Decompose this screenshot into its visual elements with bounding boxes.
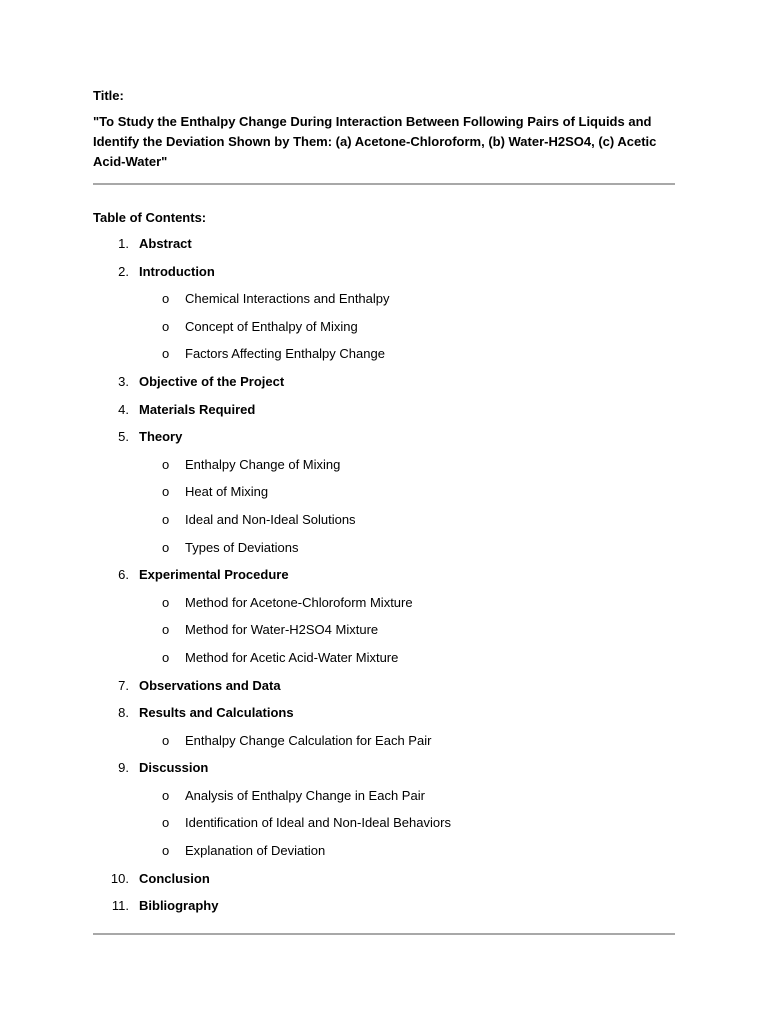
toc-item <box>93 705 675 733</box>
toc-subitem <box>93 622 675 650</box>
toc-item-label: Introduction <box>139 263 215 279</box>
toc-subitem-label: Analysis of Enthalpy Change in Each Pair <box>185 787 425 803</box>
toc-item <box>93 236 675 264</box>
toc-subitem <box>93 843 675 871</box>
toc-item <box>93 678 675 706</box>
toc-subitem <box>93 512 675 540</box>
toc-subitem-label: Method for Water-H2SO4 Mixture <box>185 622 379 638</box>
toc-subitem-label: Explanation of Deviation <box>185 843 326 859</box>
toc-item-number: 6. <box>118 567 129 583</box>
toc-item <box>93 871 675 899</box>
toc-subitem-bullet: o <box>162 511 170 527</box>
toc-subitem-bullet: o <box>162 456 170 472</box>
toc-subitem-bullet: o <box>162 594 170 610</box>
toc-subitem <box>93 733 675 761</box>
toc-subitem <box>93 595 675 623</box>
toc-subitem-bullet: o <box>162 346 170 362</box>
toc-item-number: 2. <box>118 263 129 279</box>
toc-subitem-label: Chemical Interactions and Enthalpy <box>185 291 390 307</box>
toc-subitem-label: Enthalpy Change Calculation for Each Pair <box>185 732 432 748</box>
toc-item-label: Abstract <box>139 236 192 251</box>
toc-subitem-label: Concept of Enthalpy of Mixing <box>185 318 358 334</box>
toc-item-label: Experimental Procedure <box>139 567 289 583</box>
toc-item-label: Objective of the Project <box>139 373 285 389</box>
table-of-contents <box>93 236 675 926</box>
toc-subitem <box>93 815 675 843</box>
toc-subitem-label: Ideal and Non-Ideal Solutions <box>185 511 356 527</box>
bottom-divider <box>93 933 675 935</box>
toc-item-label: Observations and Data <box>139 677 281 693</box>
toc-item <box>93 264 675 292</box>
toc-item <box>93 429 675 457</box>
toc-item-number: 5. <box>118 429 129 445</box>
toc-heading: Table of Contents: <box>93 210 207 225</box>
toc-item-label: Conclusion <box>139 870 210 886</box>
toc-item-label: Results and Calculations <box>139 705 294 721</box>
toc-item-label: Discussion <box>139 760 209 776</box>
toc-item-label: Theory <box>139 429 183 445</box>
toc-subitem <box>93 319 675 347</box>
toc-item-number: 4. <box>118 401 129 417</box>
toc-item-number: 7. <box>118 677 129 693</box>
toc-item-label: Bibliography <box>139 898 219 914</box>
toc-item <box>93 898 675 926</box>
toc-item-label: Materials Required <box>139 401 256 417</box>
toc-subitem-label: Factors Affecting Enthalpy Change <box>185 346 385 362</box>
toc-item <box>93 760 675 788</box>
toc-subitem-bullet: o <box>162 649 170 665</box>
toc-subitem-label: Identification of Ideal and Non-Ideal Behaviors <box>185 815 451 831</box>
toc-subitem-bullet: o <box>162 815 170 831</box>
toc-subitem <box>93 650 675 678</box>
toc-item-number: 10. <box>110 870 129 886</box>
toc-item <box>93 374 675 402</box>
document-page <box>93 88 675 935</box>
document-title: "To Study the Enthalpy Change During Interaction Between Following Pairs of Liquids and Identify the Deviation Shown by Them: (a) Acetone-Chloroform, (b) Water-H2SO4, (c) Acetic Acid-Water" <box>93 114 657 169</box>
toc-subitem <box>93 457 675 485</box>
toc-subitem-bullet: o <box>162 843 170 859</box>
toc-subitem-label: Method for Acetic Acid-Water Mixture <box>185 649 399 665</box>
top-divider <box>93 183 675 185</box>
toc-subitem-bullet: o <box>162 318 170 334</box>
toc-subitem <box>93 291 675 319</box>
toc-subitem-bullet: o <box>162 539 170 555</box>
toc-subitem-label: Enthalpy Change of Mixing <box>185 456 341 472</box>
toc-item-number: 8. <box>118 705 129 721</box>
toc-subitem-bullet: o <box>162 291 170 307</box>
toc-item-number: 3. <box>118 373 129 389</box>
toc-subitem-label: Heat of Mixing <box>185 484 269 500</box>
toc-subitem-label: Types of Deviations <box>185 539 299 555</box>
toc-subitem <box>93 788 675 816</box>
toc-subitem <box>93 484 675 512</box>
toc-subitem-bullet: o <box>162 484 170 500</box>
toc-item <box>93 402 675 430</box>
toc-subitem-bullet: o <box>162 787 170 803</box>
toc-subitem <box>93 346 675 374</box>
toc-item-number: 1. <box>118 236 129 251</box>
toc-item-number: 9. <box>118 760 129 776</box>
toc-subitem-label: Method for Acetone-Chloroform Mixture <box>185 594 413 610</box>
toc-item-number: 11. <box>111 898 129 914</box>
title-label: Title: <box>93 88 124 103</box>
toc-item <box>93 567 675 595</box>
toc-subitem-bullet: o <box>162 732 170 748</box>
toc-subitem-bullet: o <box>162 622 170 638</box>
toc-subitem <box>93 540 675 568</box>
